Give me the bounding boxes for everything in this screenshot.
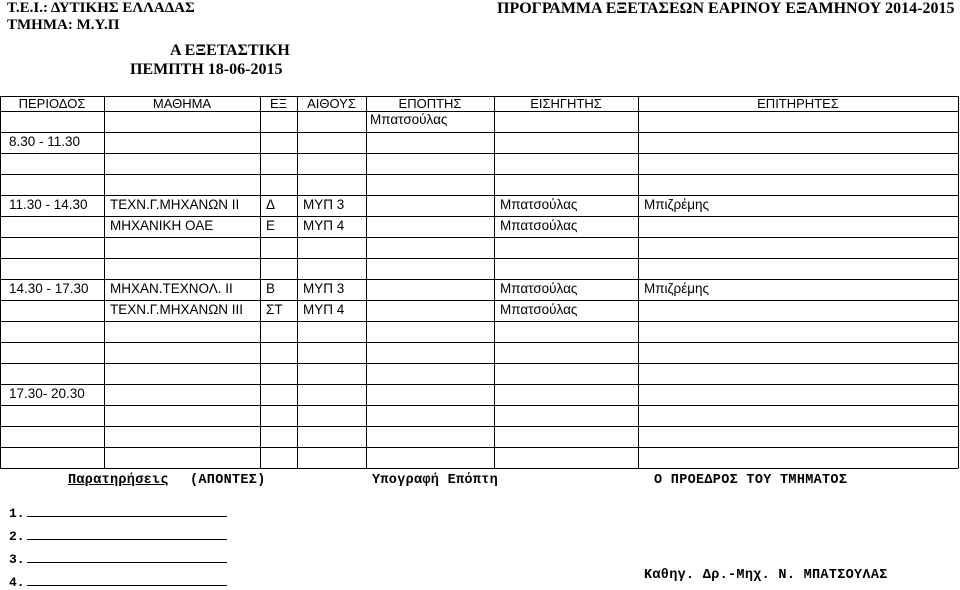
cell-room: ΜΥΠ 3 (303, 281, 345, 296)
cell-room: ΜΥΠ 3 (303, 197, 345, 212)
column-header-proctors: ΕΠΙΤΗΡΗΤΕΣ (757, 96, 839, 111)
cell-semester: Δ (266, 197, 276, 212)
cell-instructor: Μπατσούλας (500, 302, 578, 317)
column-header-instructor: ΕΙΣΗΓΗΤΗΣ (530, 96, 602, 111)
column-header-supervisor: ΕΠΟΠΤΗΣ (398, 96, 462, 111)
cell-instructor: Μπατσούλας (500, 197, 578, 212)
cell-period: 17.30- 20.30 (9, 386, 85, 401)
absent-label: (ΑΠΟΝΤΕΣ) (190, 473, 266, 488)
supervisor-signature-label: Υπογραφή Επόπτη (372, 473, 499, 488)
exam-period: Α ΕΞΕΤΑΣΤΙΚΗ (170, 42, 290, 59)
column-header-semester: ΕΞ (269, 96, 288, 111)
cell-room: ΜΥΠ 4 (303, 218, 345, 233)
cell-instructor: Μπατσούλας (500, 218, 578, 233)
department-name: ΤΜΗΜΑ: Μ.Υ.Π (7, 17, 120, 33)
cell-course: ΜΗΧΑΝΙΚΗ ΟΑΕ (110, 218, 214, 233)
absent-line-1[interactable]: 1. (9, 506, 227, 521)
cell-proctors: Μπιζρέμης (644, 197, 710, 212)
cell-instructor: Μπατσούλας (370, 112, 448, 127)
column-header-course: ΜΑΘΗΜΑ (152, 96, 212, 111)
cell-period: 14.30 - 17.30 (9, 281, 89, 296)
cell-semester: ΣΤ (266, 302, 283, 317)
program-title: ΠΡΟΓΡΑΜΜΑ ΕΞΕΤΑΣΕΩΝ ΕΑΡΙΝΟΥ ΕΞΑΜΗΝΟΥ 2014-2015 (497, 0, 955, 17)
cell-course: ΜΗΧΑΝ.ΤΕΧΝΟΛ. ΙΙ (110, 281, 233, 296)
cell-semester: Β (266, 281, 276, 296)
cell-period: 11.30 - 14.30 (9, 197, 88, 212)
column-header-room: ΑΙΘΟΥΣ (307, 96, 356, 111)
cell-semester: Ε (266, 218, 276, 233)
cell-period: 8.30 - 11.30 (9, 134, 81, 149)
absent-line-4[interactable]: 4. (9, 575, 227, 590)
chair-name: Καθηγ. Δρ.-Μηχ. Ν. ΜΠΑΤΣΟΥΛΑΣ (644, 568, 888, 583)
institution-name: Τ.Ε.Ι.: ΔΥΤΙΚΗΣ ΕΛΛΑΔΑΣ (7, 0, 195, 16)
cell-room: ΜΥΠ 4 (303, 302, 345, 317)
cell-course: ΤΕΧΝ.Γ.ΜΗΧΑΝΩΝ ΙΙ (110, 197, 240, 212)
cell-proctors: Μπιζρέμης (644, 281, 710, 296)
absent-line-2[interactable]: 2. (9, 529, 227, 544)
cell-instructor: Μπατσούλας (500, 281, 578, 296)
exam-date: ΠΕΜΠΤΗ 18-06-2015 (130, 61, 283, 78)
absent-line-3[interactable]: 3. (9, 552, 227, 567)
column-header-period: ΠΕΡΙΟΔΟΣ (18, 96, 86, 111)
cell-course: ΤΕΧΝ.Γ.ΜΗΧΑΝΩΝ ΙΙΙ (110, 302, 244, 317)
department-chair-label: Ο ΠΡΟΕΔΡΟΣ ΤΟΥ ΤΜΗΜΑΤΟΣ (654, 473, 848, 488)
remarks-label: Παρατηρήσεις (68, 473, 169, 488)
